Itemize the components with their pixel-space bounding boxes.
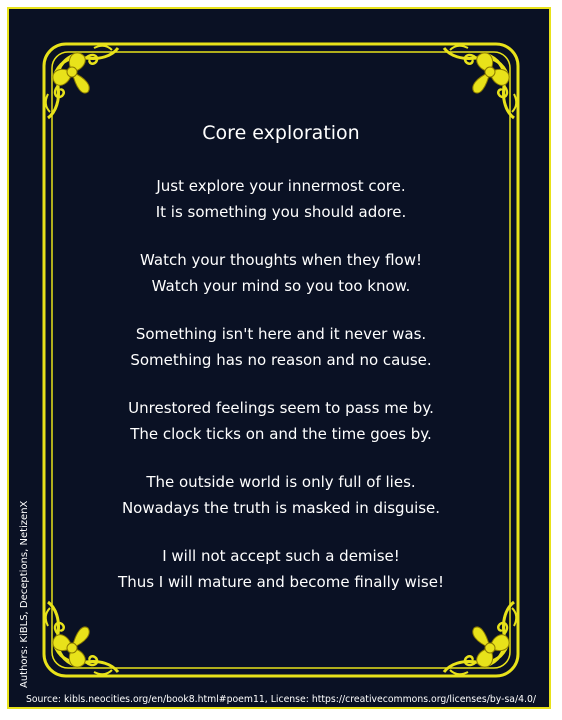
stanza: [0, 469, 562, 521]
source-credit: Source: kibls.neocities.org/en/book8.html#poem11, License: https://creativecommons.org/licenses/by-sa/4.0/: [25, 694, 537, 705]
stanza: [0, 395, 562, 447]
poem-line: Watch your thoughts when they flow!: [140, 251, 422, 269]
poem-line: The outside world is only full of lies.: [146, 473, 416, 491]
stanza: [0, 543, 562, 595]
stanza: [0, 247, 562, 299]
poem-line: Something has no reason and no cause.: [130, 351, 432, 369]
stanza: [0, 321, 562, 373]
poem: [0, 118, 562, 617]
poem-line: I will not accept such a demise!: [162, 547, 400, 565]
poem-title: Core exploration: [202, 122, 360, 144]
stanza: [0, 173, 562, 225]
poem-line: Just explore your innermost core.: [156, 177, 406, 195]
poem-line: Unrestored feelings seem to pass me by.: [128, 399, 434, 417]
poem-line: Nowadays the truth is masked in disguise.: [121, 499, 441, 517]
poem-line: It is something you should adore.: [155, 203, 407, 221]
poem-line: The clock ticks on and the time goes by.: [130, 425, 432, 443]
authors-credit: Authors: KiBLS, Deceptions, NetizenX: [19, 500, 30, 688]
poem-line: Watch your mind so you too know.: [151, 277, 411, 295]
poem-line: Something isn't here and it never was.: [135, 325, 427, 343]
poem-line: Thus I will mature and become finally wise!: [118, 573, 444, 591]
